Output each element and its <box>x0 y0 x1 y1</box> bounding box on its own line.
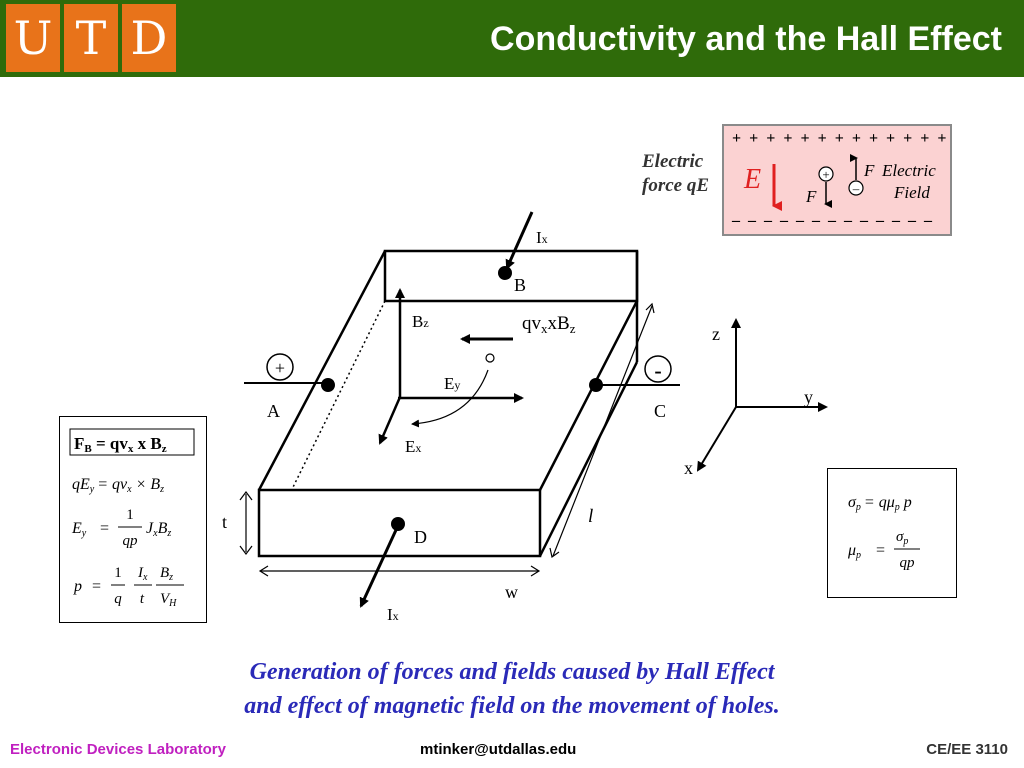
bottom-charges: – – – – – – – – – – – – – <box>732 212 934 229</box>
ex-arrow <box>380 397 400 443</box>
logo-letter-d: D <box>122 4 176 72</box>
label-ix-bottom: Ix <box>387 605 399 624</box>
equations-right-svg <box>828 469 956 597</box>
eq-mu-den: qp <box>899 555 915 571</box>
eq3-den3: $V_H$ <box>160 591 177 609</box>
eq3-eq: = <box>92 578 102 595</box>
equations-box-left <box>59 416 207 623</box>
eq2-lhs: Ey <box>72 520 87 539</box>
eq-fb: FB = qvx x Bz <box>74 434 167 455</box>
eq2-eq: = <box>100 520 110 537</box>
slide-title: Conductivity and the Hall Effect <box>490 20 1002 58</box>
label-axis-x: x <box>684 458 693 478</box>
label-w: w <box>505 582 518 602</box>
eq3-den2: t <box>139 591 145 607</box>
label-minus: - <box>654 358 662 383</box>
field-label-2: Field <box>894 183 930 202</box>
eq3-lhs: p <box>74 578 82 595</box>
label-l: l <box>588 506 594 527</box>
contact-c <box>589 378 603 392</box>
label-t: t <box>222 512 228 532</box>
eq-mu-lhs: μp <box>848 542 862 561</box>
label-axis-z: z <box>712 324 720 344</box>
contact-a <box>321 378 335 392</box>
axis-x <box>698 407 736 470</box>
eq2-num: 1 <box>126 507 134 523</box>
label-ey: Ey <box>444 374 461 393</box>
semiconductor-slab <box>259 251 637 556</box>
footer-email: mtinker@utdallas.edu <box>420 741 577 758</box>
eq3-num2: $I_x$ <box>138 565 148 583</box>
hole-particle <box>486 354 494 362</box>
caption-line-1: Generation of forces and fields caused by Hall Effect <box>249 659 775 685</box>
label-force: $qv_xxB_z$ <box>522 313 576 336</box>
label-ix-top: Ix <box>536 228 548 247</box>
caption-line-2: and effect of magnetic field on the movement of holes. <box>244 693 780 719</box>
footer-lab-name: Electronic Devices Laboratory <box>10 741 226 758</box>
plus-charge-symbol: + <box>822 167 830 182</box>
minus-charge-symbol: – <box>852 181 860 196</box>
equations-left-svg <box>60 417 206 622</box>
f-label-up: F <box>864 161 875 180</box>
e-field-label: E <box>744 164 762 195</box>
f-label-down: F <box>806 187 817 206</box>
label-c: C <box>654 401 667 421</box>
eq3-den1: q <box>114 591 122 607</box>
eq1: qEy = qvx × Bz <box>72 476 165 495</box>
efield-graphics <box>724 126 950 234</box>
eq3-num1: 1 <box>114 565 122 581</box>
top-charges: + + + + + + + + + + + + + <box>732 130 949 147</box>
footer-course: CE/EE 3110 <box>926 741 1008 758</box>
contact-d <box>391 517 405 531</box>
dim-line-l <box>553 306 652 556</box>
eq-mu-eq: = <box>876 542 886 559</box>
electric-field-inset <box>722 124 952 236</box>
field-label-1: Electric <box>882 161 936 180</box>
label-plus: + <box>274 358 286 378</box>
figure-caption <box>0 655 1024 723</box>
equations-box-right <box>827 468 957 598</box>
label-a: A <box>267 401 280 421</box>
label-b: B <box>514 275 527 295</box>
logo-letter-t: T <box>64 4 118 72</box>
eq-mu-num: $\sigma_p$ <box>896 529 909 547</box>
eq2-den: qp <box>122 533 138 549</box>
logo-letter-u: U <box>6 4 60 72</box>
label-ex: Ex <box>405 437 422 456</box>
label-axis-y: y <box>804 387 813 407</box>
eq-sigma: σp = qμp p <box>848 494 912 513</box>
contact-b <box>498 266 512 280</box>
eq2-rhs: JxBz <box>146 520 172 539</box>
label-d: D <box>414 527 427 547</box>
electric-force-label: Electric force qE <box>642 151 710 196</box>
label-bz: Bz <box>412 312 429 331</box>
eq3-num3: $B_z$ <box>160 565 174 583</box>
